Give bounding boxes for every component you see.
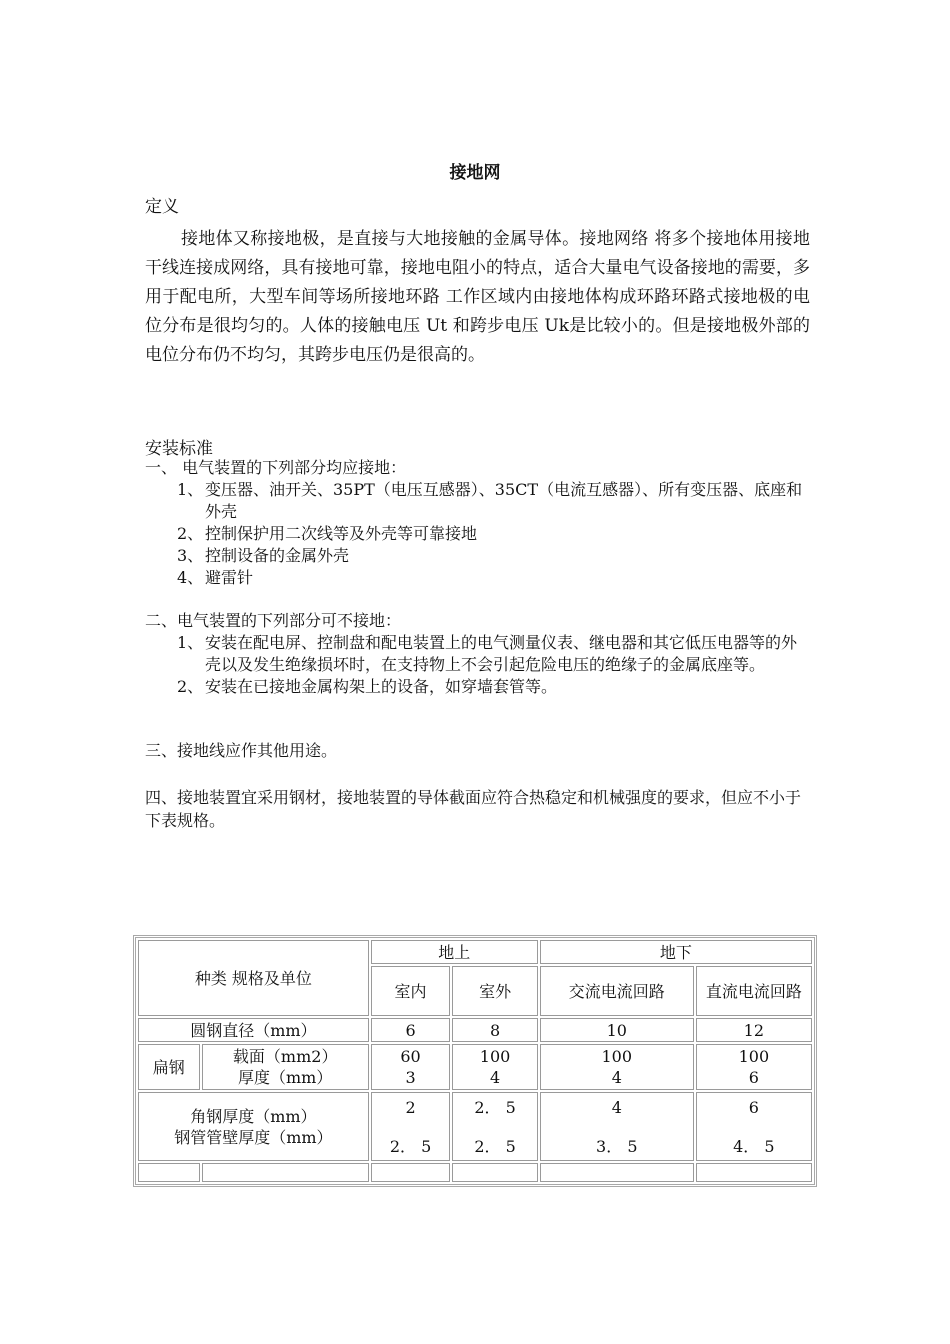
- section-two-title: 二、电气装置的下列部分可不接地：: [145, 611, 402, 630]
- cell-value: 2 2． 5: [371, 1092, 451, 1161]
- header-above-ground: 地上: [371, 940, 538, 964]
- empty-cell: [452, 1163, 538, 1182]
- round-steel-label: 圆钢直径（mm）: [138, 1018, 369, 1042]
- cell-value: 2． 5 2． 5: [452, 1092, 538, 1161]
- header-outdoor: 室外: [452, 966, 538, 1016]
- section-two: [145, 610, 813, 698]
- list-item: 1、 变压器、油开关、35PT（电压互感器）、35CT（电流互感器）、所有变压器、底座和外壳: [177, 480, 803, 521]
- install-heading: 安装标准: [145, 439, 213, 459]
- flat-steel-label: 扁钢: [138, 1044, 200, 1090]
- header-dc-circuit: 直流电流回路: [696, 966, 812, 1016]
- header-indoor: 室内: [371, 966, 451, 1016]
- section-one: [145, 457, 813, 589]
- section-four: [145, 786, 813, 832]
- page-title: 接地网: [449, 163, 501, 183]
- header-spec: 种类 规格及单位: [138, 940, 369, 1016]
- list-item: 2、 安装在已接地金属构架上的设备，如穿墙套管等。: [177, 677, 558, 696]
- empty-cell: [540, 1163, 694, 1182]
- cell-value: 10: [540, 1018, 694, 1042]
- table-row: [138, 1092, 812, 1161]
- cell-value: 100 4: [452, 1044, 538, 1090]
- empty-cell: [138, 1163, 200, 1182]
- cell-value: 100 6: [696, 1044, 812, 1090]
- cell-value: 6 4． 5: [696, 1092, 812, 1161]
- grounding-spec-table: [133, 935, 817, 1187]
- table-row: [138, 1018, 812, 1042]
- list-item: 3、 控制设备的金属外壳: [177, 546, 350, 565]
- empty-cell: [202, 1163, 369, 1182]
- cell-value: 100 4: [540, 1044, 694, 1090]
- empty-cell: [371, 1163, 451, 1182]
- header-ac-circuit: 交流电流回路: [540, 966, 694, 1016]
- cell-value: 6: [371, 1018, 451, 1042]
- section-four-text: 四、接地装置宜采用钢材，接地装置的导体截面应符合热稳定和机械强度的要求，但应不小于下表规格。: [145, 788, 802, 830]
- table-row-empty: [138, 1163, 812, 1182]
- cell-value: 4 3． 5: [540, 1092, 694, 1161]
- section-three: [145, 740, 813, 762]
- angle-pipe-label: 角钢厚度（mm） 钢管管壁厚度（mm）: [138, 1092, 369, 1161]
- list-item: 1、 安装在配电屏、控制盘和配电装置上的电气测量仪表、继电器和其它低压电器等的外壳以及发生绝缘损坏时，在支持物上不会引起危险电压的绝缘子的金属底座等。: [177, 633, 798, 674]
- definition-body: 接地体又称接地极，是直接与大地接触的金属导体。接地网络 将多个接地体用接地干线连接成网络，具有接地可靠，接地电阻小的特点，适合大量电气设备接地的需要，多用于配电所，大型车间等场所接地环路 工作区域内由接地体构成环路环路式接地极的电位分布是很均匀的。人体的接触电压 Ut 和跨步电压 Uk是比较小的。但是接地极外部的电位分布仍不均匀，其跨步电压仍是很高的。: [145, 229, 810, 365]
- cell-value: 60 3: [371, 1044, 451, 1090]
- list-item: 2、 控制保护用二次线等及外壳等可靠接地: [177, 524, 478, 543]
- definition-heading: 定义: [145, 197, 179, 217]
- section-one-title: 一、 电气装置的下列部分均应接地：: [145, 458, 407, 477]
- cell-value: 12: [696, 1018, 812, 1042]
- table-row: [138, 1044, 812, 1090]
- section-three-text: 三、接地线应作其他用途。: [145, 741, 338, 760]
- flat-steel-sublabels: 载面（mm2） 厚度（mm）: [202, 1044, 369, 1090]
- cell-value: 8: [452, 1018, 538, 1042]
- list-item: 4、 避雷针: [177, 568, 254, 587]
- empty-cell: [696, 1163, 812, 1182]
- header-below-ground: 地下: [540, 940, 812, 964]
